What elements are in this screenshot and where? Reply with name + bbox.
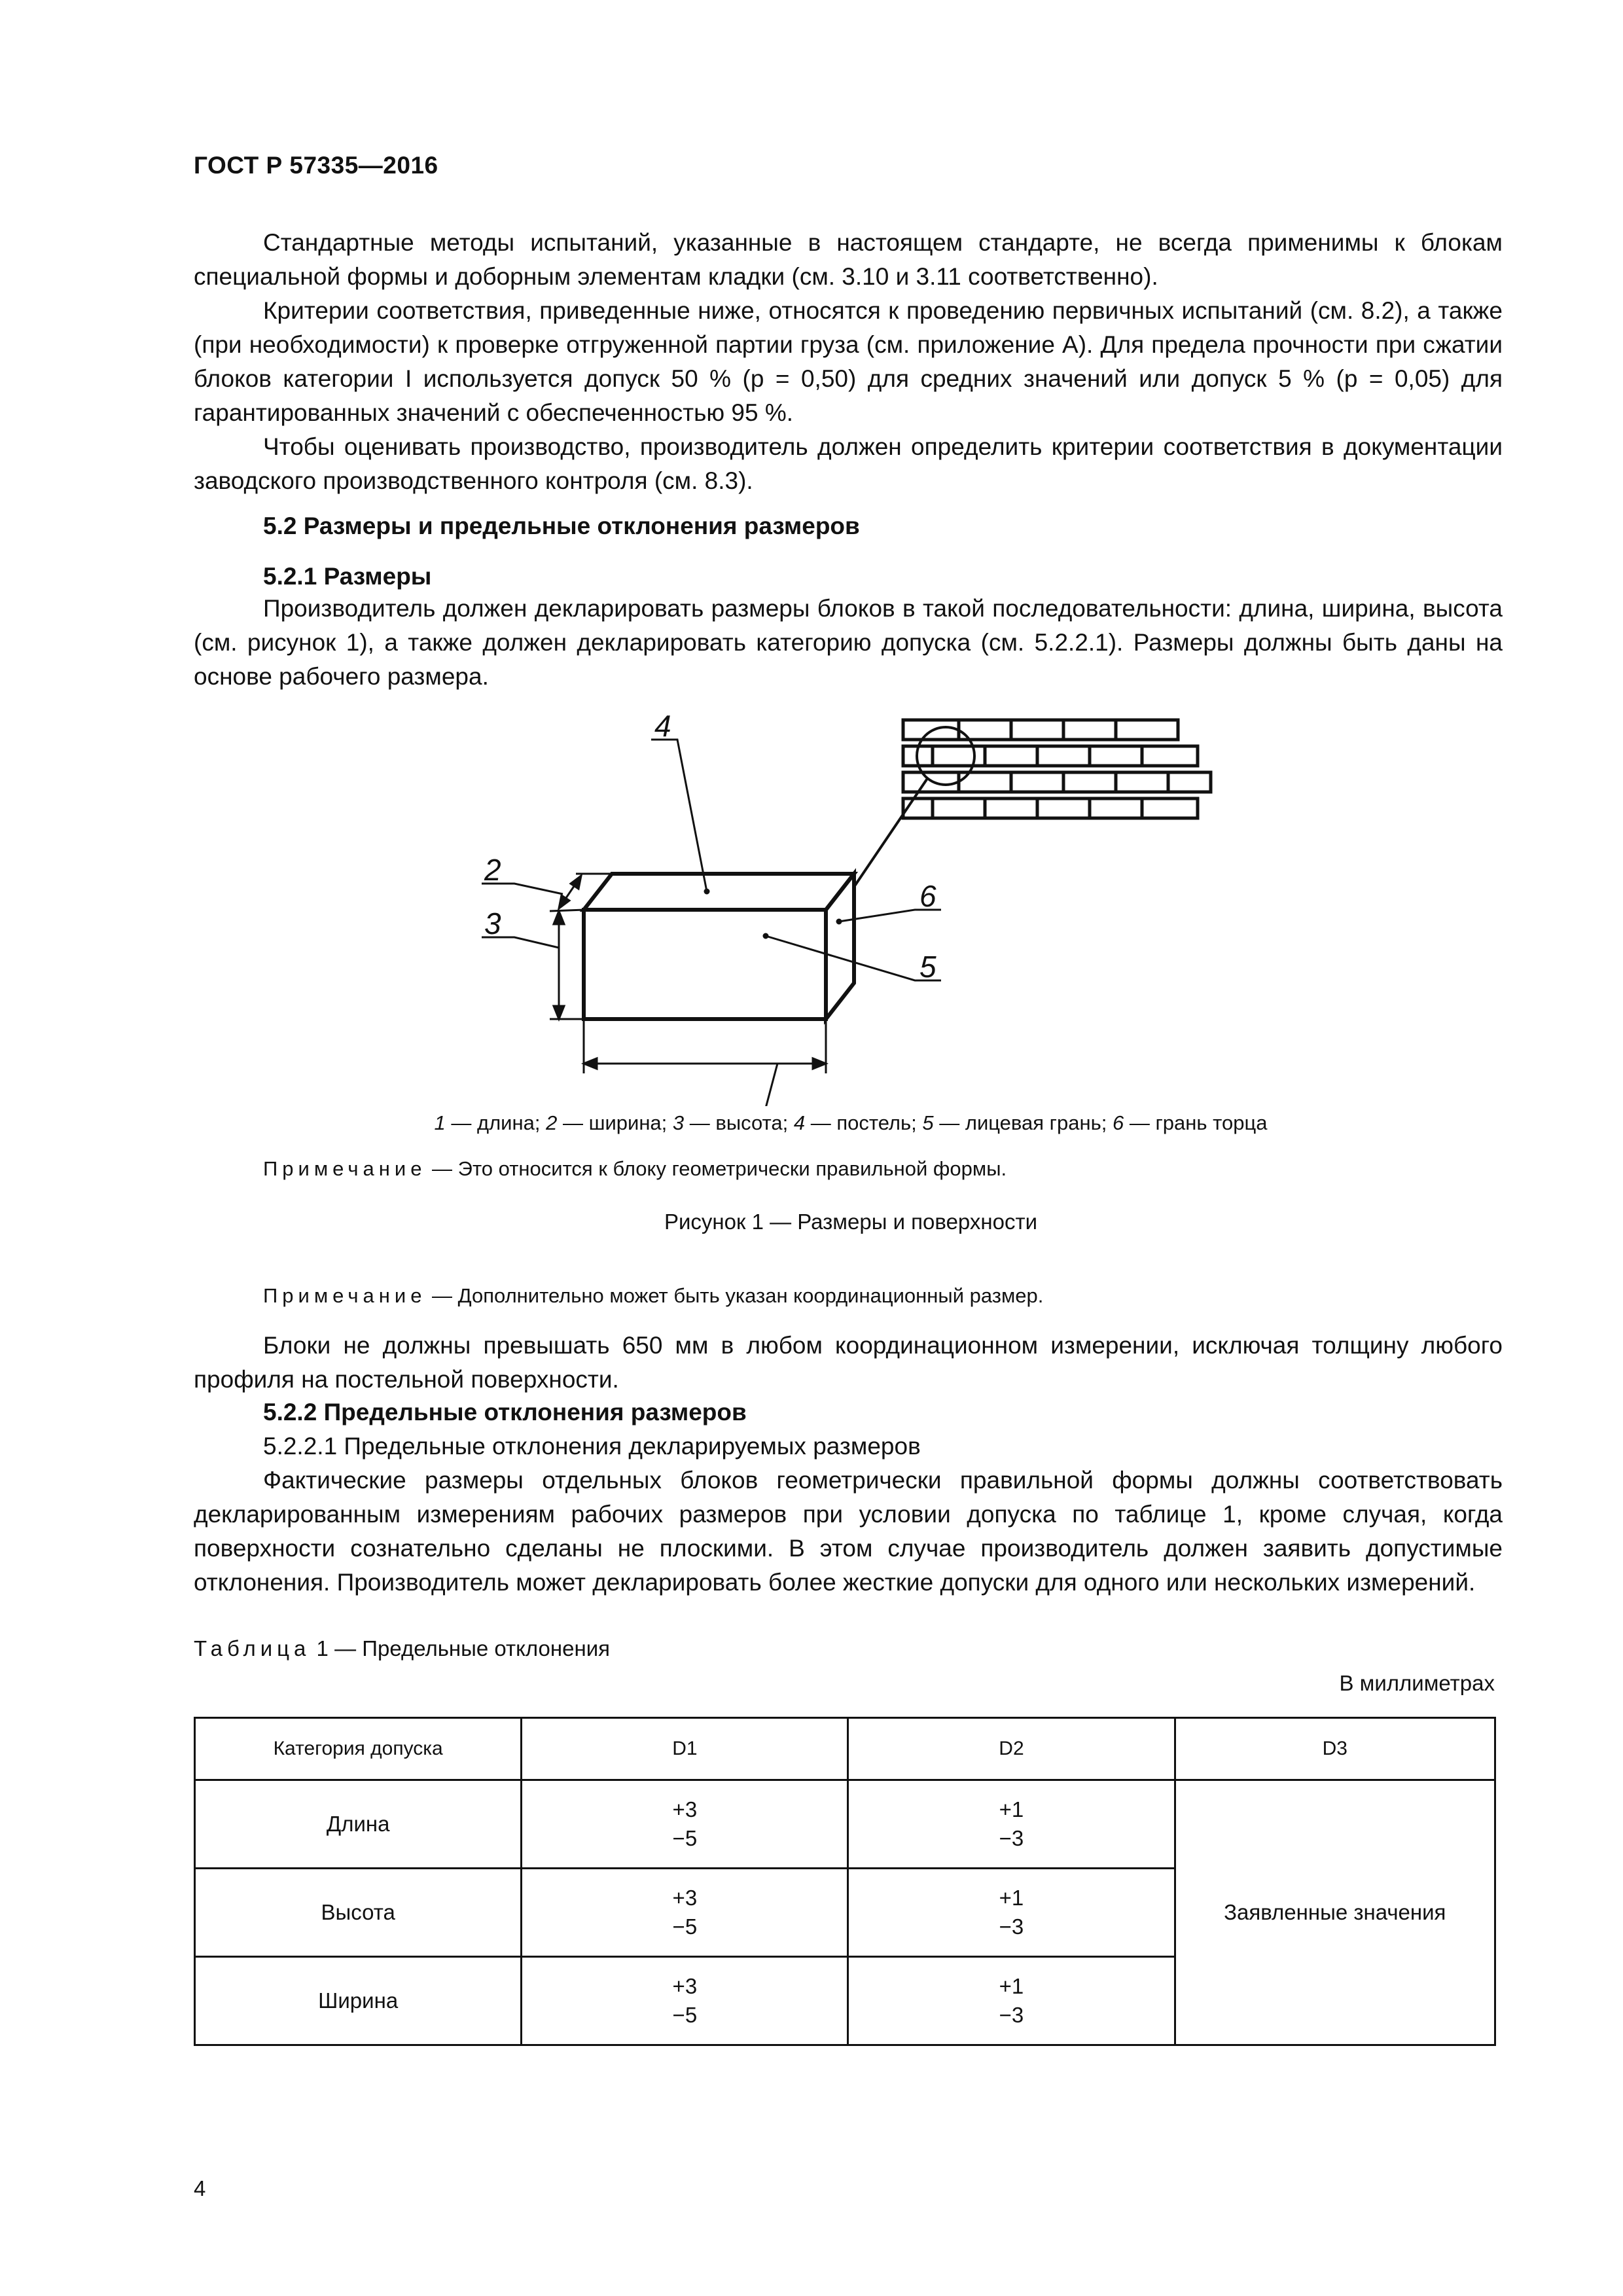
legend-key-1: 1 (434, 1111, 446, 1134)
d1-plus: +3 (672, 1886, 698, 1910)
intro-text (194, 226, 1503, 498)
legend-key-4: 4 (793, 1111, 806, 1134)
legend-value-4: — постель; (805, 1111, 923, 1134)
d2-plus: +1 (999, 1886, 1024, 1910)
row-name: Ширина (195, 1957, 522, 2045)
section-5-2-1-title: 5.2.1 Размеры (263, 563, 432, 590)
figure-label-3: 3 (484, 906, 501, 941)
figure-note-label: Примечание (263, 1157, 427, 1180)
d1-minus: −5 (672, 1826, 698, 1850)
legend-value-6: — грань торца (1124, 1111, 1268, 1134)
table-title (194, 1636, 610, 1661)
section-5-2-1-paragraph: Производитель должен декларировать размеры блоков в такой последовательности: длина, ширина, высота (см. рисунок 1), а также должен декларировать категорию допуска (см. 5.2.2.1). Размеры должны быть даны на основе рабочего размера. (194, 595, 1503, 690)
cell-d3-declared: Заявленные значения (1175, 1780, 1495, 2045)
section-5-2-2-1-paragraph: Фактические размеры отдельных блоков геометрически правильной формы должны соответствовать декларированным измерениям рабочих размеров при условии допуска по таблице 1, кроме случая, когда поверхности сознательно сделаны не плоскими. В этом случае производитель должен заявить допустимые отклонения. Производитель может декларировать более жесткие допуски для одного или нескольких измерений. (194, 1467, 1503, 1596)
document-header: ГОСТ Р 57335—2016 (194, 152, 438, 179)
brick-wall-illustration (903, 720, 1211, 818)
section-5-2-2-1-title: 5.2.2.1 Предельные отклонения декларируемых размеров (263, 1433, 921, 1460)
row-name: Высота (195, 1869, 522, 1957)
d1-minus: −5 (672, 2003, 698, 2027)
dimension-lines (482, 740, 941, 1106)
cell-d1 (522, 1780, 848, 1869)
cell-d2 (848, 1780, 1175, 1869)
note-2-label: Примечание (263, 1284, 427, 1307)
table-header-row (195, 1718, 1495, 1780)
legend-value-5: — лицевая грань; (933, 1111, 1113, 1134)
cell-d2 (848, 1957, 1175, 2045)
page-number: 4 (194, 2176, 206, 2200)
intro-paragraph-2: Критерии соответствия, приведенные ниже, относятся к проведению первичных испытаний (см. 8.2), а также (при необходимости) к проверке отгруженной партии груза (см. приложение А). Для предела прочности при сжатии блоков категории I используется допуск 50 % (р = 0,50) для средних значений или допуск 5 % (р = 0,05) для гарантированных значений с обеспеченностью 95 %. (194, 297, 1503, 426)
section-5-2-2-1-body (194, 1463, 1503, 1600)
table-row (195, 1780, 1495, 1869)
figure-label-4: 4 (654, 709, 671, 743)
figure-note (263, 1157, 1007, 1181)
legend-value-1: — длина; (445, 1111, 546, 1134)
figure-1-diagram (419, 700, 1270, 1106)
block-illustration (584, 874, 854, 1019)
legend-key-2: 2 (546, 1111, 558, 1134)
cell-d2 (848, 1869, 1175, 1957)
table-title-text: 1 — Предельные отклонения (310, 1636, 611, 1660)
legend-key-6: 6 (1112, 1111, 1124, 1134)
header-d2: D2 (848, 1718, 1175, 1780)
detail-leader-line (854, 778, 928, 887)
d2-minus: −3 (999, 1826, 1024, 1850)
d1-plus: +3 (672, 1797, 698, 1821)
legend-value-2: — ширина; (557, 1111, 673, 1134)
header-d1: D1 (522, 1718, 848, 1780)
d1-minus: −5 (672, 1914, 698, 1939)
d2-minus: −3 (999, 1914, 1024, 1939)
table-label: Таблица (194, 1636, 311, 1660)
d2-plus: +1 (999, 1974, 1024, 1998)
intro-paragraph-3: Чтобы оценивать производство, производитель должен определить критерии соответствия в документации заводского производственного контроля (см. 8.3). (194, 433, 1503, 494)
header-category: Категория допуска (195, 1718, 522, 1780)
figure-note-text: — Это относится к блоку геометрически правильной формы. (426, 1157, 1007, 1180)
row-name: Длина (195, 1780, 522, 1869)
header-d3: D3 (1175, 1718, 1495, 1780)
d1-plus: +3 (672, 1974, 698, 1998)
d2-plus: +1 (999, 1797, 1024, 1821)
body-paragraph-limits: Блоки не должны превышать 650 мм в любом координационном измерении, исключая толщину любого профиля на постельной поверхности. (194, 1332, 1503, 1393)
legend-key-5: 5 (922, 1111, 934, 1134)
deviations-table (194, 1717, 1496, 2046)
cell-d1 (522, 1869, 848, 1957)
figure-label-2: 2 (484, 853, 501, 887)
figure-label-5: 5 (919, 950, 936, 984)
section-5-2-title: 5.2 Размеры и предельные отклонения размеров (263, 512, 860, 539)
d2-minus: −3 (999, 2003, 1024, 2027)
intro-paragraph-1: Стандартные методы испытаний, указанные в настоящем стандарте, не всегда применимы к блокам специальной формы и доборным элементам кладки (см. 3.10 и 3.11 соответственно). (194, 229, 1503, 290)
table-units: В миллиметрах (1339, 1671, 1495, 1695)
section-5-2-2-title: 5.2.2 Предельные отклонения размеров (263, 1399, 747, 1426)
note-2-text: — Дополнительно может быть указан координационный размер. (426, 1284, 1044, 1307)
body-text-2 (194, 1329, 1503, 1397)
cell-d1 (522, 1957, 848, 2045)
figure-label-6: 6 (919, 879, 936, 913)
legend-key-3: 3 (672, 1111, 685, 1134)
legend-value-3: — высота; (684, 1111, 794, 1134)
note-2 (263, 1284, 1043, 1308)
figure-title: Рисунок 1 — Размеры и поверхности (664, 1210, 1038, 1234)
section-5-2-1-body (194, 592, 1503, 694)
figure-legend (0, 1111, 1623, 1135)
